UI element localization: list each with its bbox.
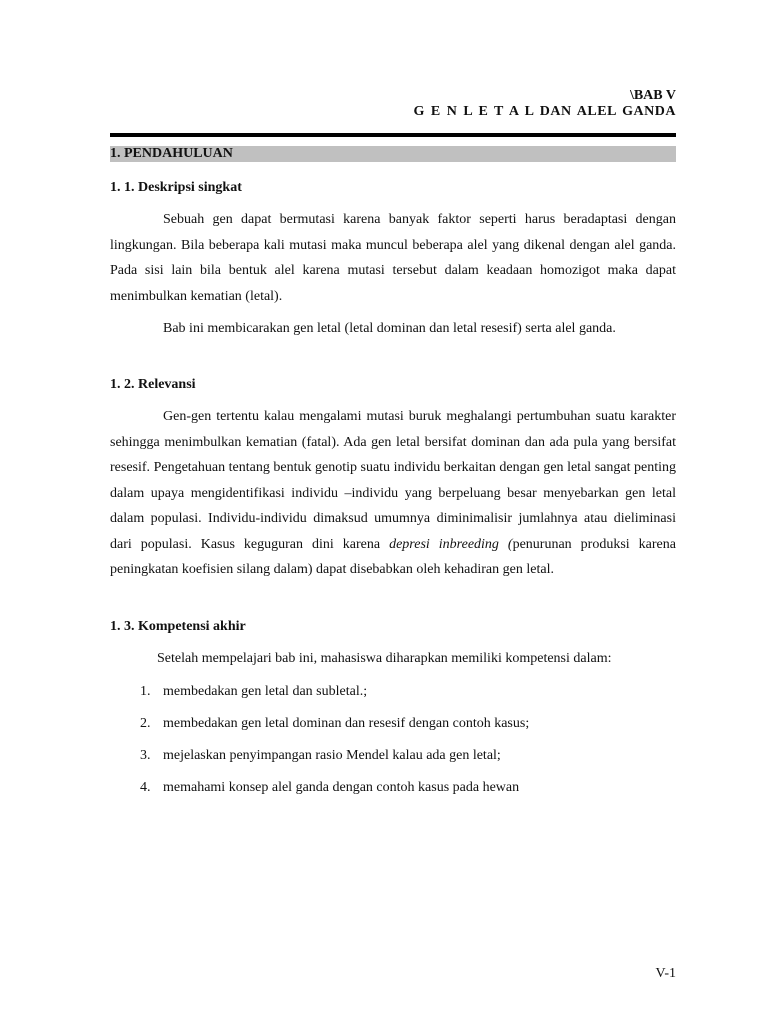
list-item [140,716,529,732]
paragraph-relevansi [110,404,676,583]
list-item-number: 3. [140,748,151,763]
list-item [140,748,501,764]
list-item-text: membedakan gen letal dominan dan resesif dengan contoh kasus; [163,716,530,731]
list-item [140,780,519,796]
list-item-text: mejelaskan penyimpangan rasio Mendel kalau ada gen letal; [163,748,501,763]
subsection-heading-relevansi: 1. 2. Relevansi [110,377,196,392]
paragraph-deskripsi-2: Bab ini membicarakan gen letal (letal dominan dan letal resesif) serta alel ganda. [163,321,616,336]
list-item-number: 2. [140,716,151,731]
list-item-number: 1. [140,684,151,699]
subsection-heading-kompetensi: 1. 3. Kompetensi akhir [110,619,246,634]
chapter-title: G E N L E T A L DAN ALEL GANDA [413,104,676,119]
list-item-text: memahami konsep alel ganda dengan contoh kasus pada hewan [163,780,520,795]
subsection-heading-deskripsi: 1. 1. Deskripsi singkat [110,180,242,195]
kompetensi-intro: Setelah mempelajari bab ini, mahasiswa diharapkan memiliki kompetensi dalam: [157,651,612,666]
relevansi-text-start: Gen-gen tertentu kalau mengalami mutasi buruk meghalangi pertumbuhan suatu karakter sehingga menimbulkan kematian (fatal). Ada gen letal bersifat dominan dan ada pula yang bersifat resesif. Pengetahuan tentang bentuk genotip suatu individu berkaitan dengan gen letal sangat penting dalam upaya mengidentifikasi individu –individu yang berpeluang besar menyebarkan gen letal dalam populasi. Individu-individu dimaksud umumnya diminimalisir jumlahnya atau dieliminasi dari populasi. Kasus keguguran dini karena [110,409,676,552]
list-item [140,684,367,700]
header-rule [110,133,676,137]
page-number: V-1 [655,966,676,981]
section-heading: 1. PENDAHULUAN [110,146,233,161]
chapter-label: \BAB V [629,88,676,103]
list-item-text: membedakan gen letal dan subletal.; [163,684,368,699]
list-item-number: 4. [140,780,151,795]
paragraph-deskripsi-1: Sebuah gen dapat bermutasi karena banyak faktor seperti harus beradaptasi dengan lingkungan. Bila beberapa kali mutasi maka muncul beberapa alel yang dikenal dengan alel ganda. Pada sisi lain bila bentuk alel karena mutasi tersebut dalam keadaan homozigot maka dapat menimbulkan kematian (letal). [110,212,676,304]
relevansi-text-end: penurunan produksi karena peningkatan koefisien silang dalam) dapat disebabkan oleh kehadiran gen letal. [110,536,676,577]
relevansi-italic-term: depresi inbreeding ( [389,536,513,552]
